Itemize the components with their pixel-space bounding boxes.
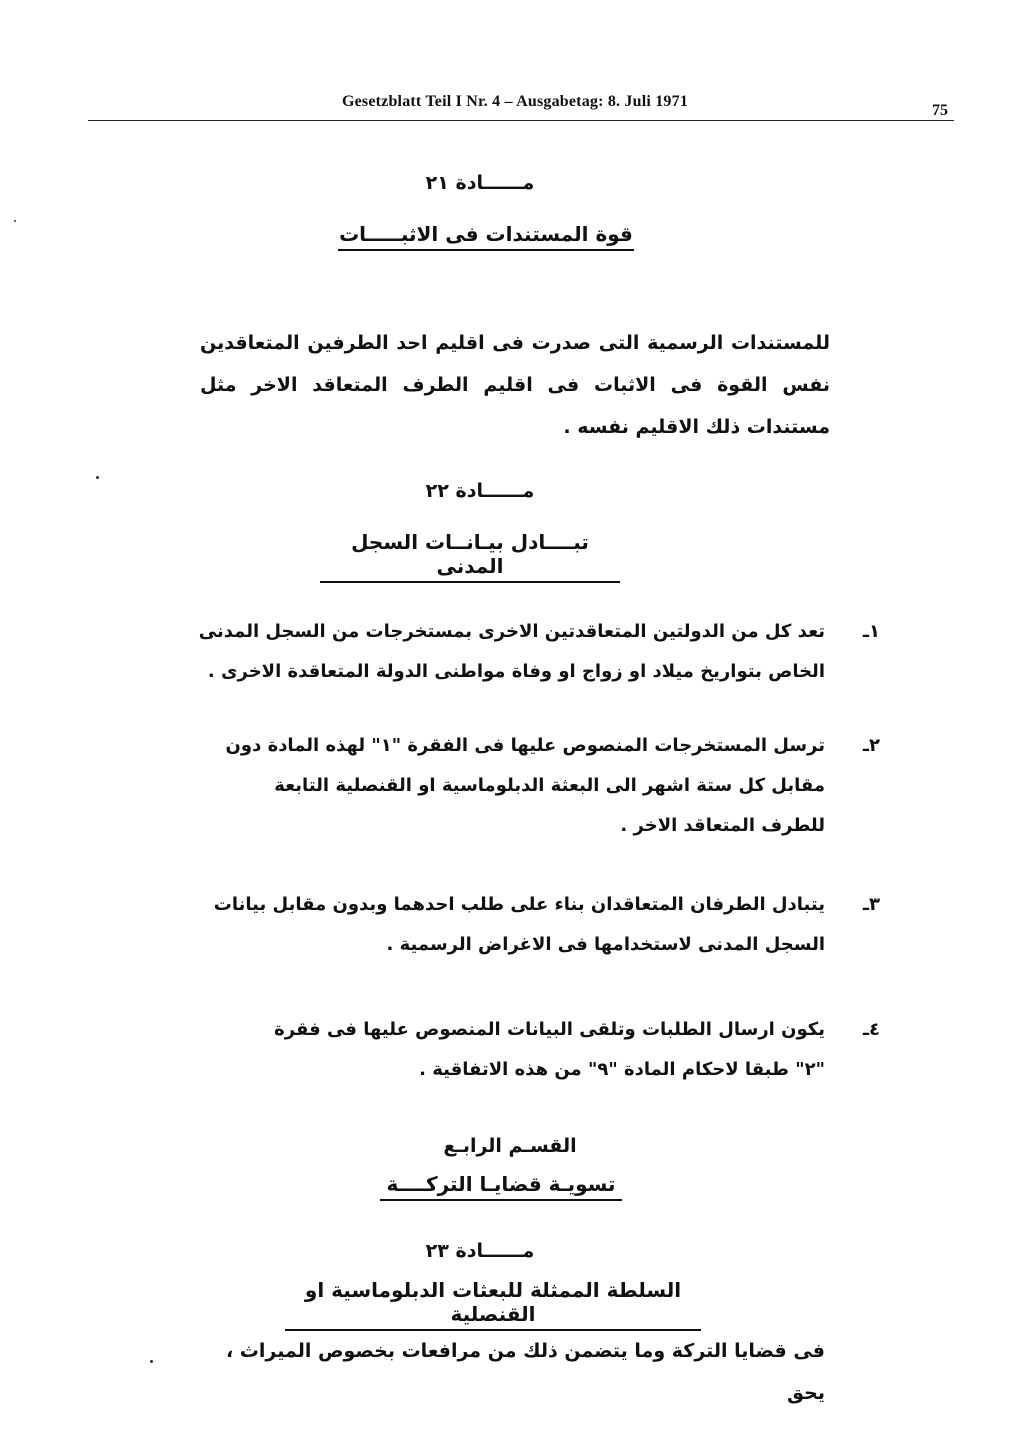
article-21-paragraph: للمستندات الرسمية التى صدرت فى اقليم احد الطرفين المتعاقدين نفس القوة فى الاثبات فى اقليم الطرف المتعاقد الاخر مثل مستندات ذلك الاقليم نفسه . [200, 332, 830, 438]
item-text: تعد كل من الدولتين المتعاقدتين الاخرى بمستخرجات من السجل المدنى الخاص بتواريخ ميلاد او زواج او وفاة مواطنى الدولة المتعاقدة الاخرى . [198, 621, 825, 682]
header-rule [88, 120, 954, 121]
section-4-heading: القسـم الرابـع [443, 1135, 577, 1157]
article-23-paragraph: فى قضايا التركة وما يتضمن ذلك من مرافعات بخصوص الميراث ، يحق [225, 1340, 825, 1404]
item-text: ترسل المستخرجات المنصوص عليها فى الفقرة "١" لهذه المادة دون مقابل كل ستة اشهر الى البعثة الدبلوماسية او القنصلية التابعة للطرف المتعاقد الاخر . [225, 735, 825, 836]
scan-speck [96, 476, 99, 479]
item-number: ٢ـ [862, 735, 880, 756]
publication-line: Gesetzblatt Teil I Nr. 4 – Ausgabetag: 8. Juli 1971 [341, 93, 689, 110]
article-22-title: تبــــادل بيـانــات السجل المدنى [320, 530, 620, 583]
article-23-title: السلطة الممثلة للبعثات الدبلوماسية او القنصلية [285, 1278, 701, 1331]
article-22-item-2 [205, 726, 880, 846]
scan-speck [14, 220, 16, 222]
article-22-item-4 [240, 1010, 880, 1090]
item-text: يكون ارسال الطلبات وتلقى البيانات المنصوص عليها فى فقرة "٢" طبقا لاحكام المادة "٩" من هذه الاتفاقية . [274, 1019, 825, 1080]
page-header [0, 0, 1024, 130]
article-22-heading: مــــــادة ٢٢ [425, 480, 535, 502]
page-number: 75 [932, 102, 948, 119]
scan-speck [150, 1360, 153, 1363]
item-text: يتبادل الطرفان المتعاقدان بناء على طلب احدهما وبدون مقابل بيانات السجل المدنى لاستخدامها فى الاغراض الرسمية . [213, 894, 825, 955]
article-22-item-1 [180, 612, 880, 692]
article-23-heading: مــــــادة ٢٣ [425, 1240, 535, 1262]
item-number: ٣ـ [862, 894, 880, 915]
article-21-heading: مــــــادة ٢١ [425, 172, 535, 194]
article-22-item-3 [190, 885, 880, 965]
section-4-title: تسويـة قضايـا التركــــة [380, 1172, 622, 1201]
item-number: ٤ـ [862, 1019, 880, 1040]
item-number: ١ـ [862, 621, 880, 642]
article-21-title: قوة المستندات فى الاثبـــــات [338, 222, 634, 251]
